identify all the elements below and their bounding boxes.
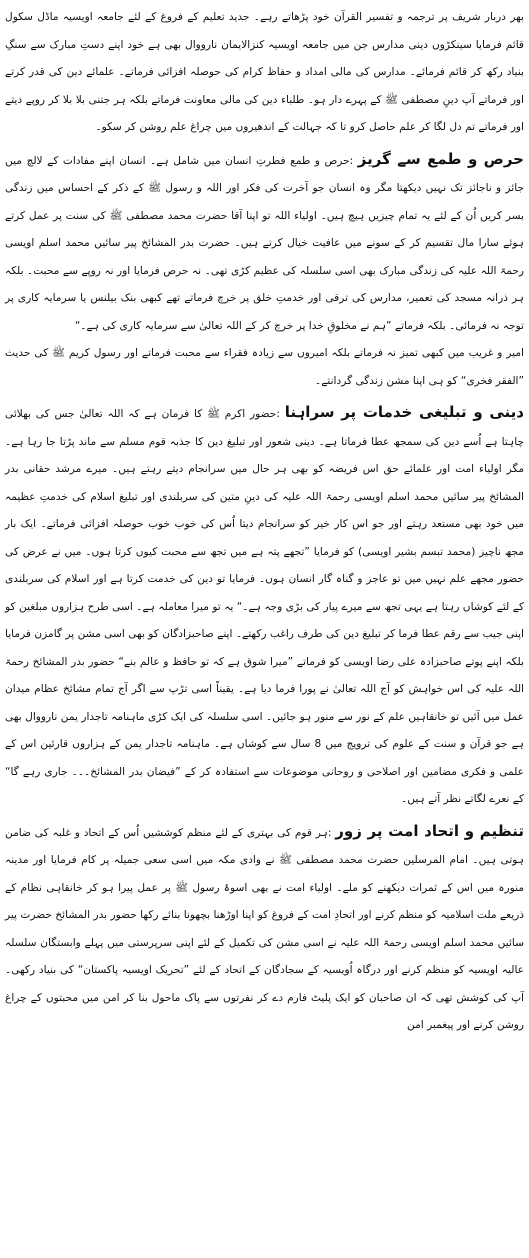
section-heading: دینی و تبلیغی خدمات پر سراہنا xyxy=(284,403,524,421)
paragraph-religious-services xyxy=(5,399,524,814)
paragraph-greed-avoidance xyxy=(5,146,524,341)
section-heading: حرص و طمع سے گریز xyxy=(357,149,524,168)
paragraph-text: بھر دربار شریف پر ترجمہ و تفسیر القرآن خود پڑھاتے رہے۔ جدید تعلیم کے فروغ کے لئے جامعہ اویسیہ ماڈل سکول قائم فرمایا سینکڑوں دینی مدارس جن میں جامعہ اویسیہ کنزالایمان نارووال بھی ہے خود اپنے دستِ مبارک سے سنگِ بنیاد رکھ کر قائم فرمائے۔ مدارس کی مالی امداد و حفاظ کرام کی حوصلہ افزائی فرماتے۔ علمائے دین کی قدر کرتے اور فرماتے آپ دینِ مصطفی ﷺ کے پہرے دار ہو۔ طلباء دین کی مالی معاونت فرماتے بلکہ ہر جتنی بلا بلا کر روپے دیتے اور فرماتے تم دل لگا کر علم حاصل کرو تا کہ جہالت کے اندھیروں میں چراغ علم روشن کر سکو۔ xyxy=(5,11,524,133)
paragraph-rich-poor xyxy=(5,340,524,395)
section-heading: تنظیم و اتحاد امت پر زور xyxy=(335,821,524,840)
paragraph-intro xyxy=(5,4,524,142)
paragraph-text: امیر و غریب میں کبھی تمیز نہ فرماتے بلکہ امیروں سے زیادہ فقراء سے محبت فرماتے اور رسول کریم ﷺ کی حدیث ”الفقر فخری“ کو ہی اپنا مشن زندگی گردانتے۔ xyxy=(5,347,524,387)
paragraph-unity xyxy=(5,818,524,1040)
paragraph-text: :حضور اکرم ﷺ کا فرمان ہے کہ اللہ تعالیٰ جس کی بھلائی چاہتا ہے اُسے دین کی سمجھ عطا فرماتا ہے۔ دینی شعور اور تبلیغ دین کا جذبہ قوم مسلم سے ماند پڑتا جا رہا ہے۔ مگر اولیاء امت اور علمائے حق اس فریضہ کو بھی ہر حال میں سرانجام دیتے رہتے ہیں۔ میرے مرشد حقانی بدر المشائخ پیر سائیں محمد اسلم اویسی رحمۃ اللہ علیہ کی دینِ متین کی سربلندی اور تبلیغ اسلام کی خدمتِ عظیمہ میں خود بھی مستعد رہتے اور جو اس کار خیر کو سرانجام دیتا اُس کی خوب خوب حوصلہ افزائی فرماتے۔ ایک بار مجھ ناچیز (محمد تبسم بشیر اویسی) کو فرمایا ”تجھے پتہ ہے میں تجھ سے محبت کیوں کرتا ہوں۔ میں نے عرض کی حضور مجھے علم نہیں میں تو عاجز و گناہ گار انسان ہوں۔ فرمایا تو دین کی خدمت کرتا ہے اور اسلام کی سربلندی کے لئے کوشاں رہتا ہے یہی تجھ سے میرے پیار کی بڑی وجہ ہے۔“ یہ تو میرا معاملہ ہے۔ اسی طرح ہزاروں مبلغین کو اپنی جیب سے رقم عطا فرما کر تبلیغ دین کی طرف راغب رکھتے۔ اپنے صاحبزادگان کو بھی اسی مشن پر گامزن فرمایا بلکہ اپنے پوتے صاحبزادہ علی رضا اویسی کو فرماتے ”میرا شوق ہے کہ تو حافظ و عالم بنے“ حضور بدر المشائخ رحمۃ اللہ علیہ کی اس خواہش کو آج اللہ تعالیٰ نے پورا فرما دیا ہے۔ یقیناً اسی تڑپ سے اگر آج تمام مشائخ عظام میدان عمل میں آئیں تو خانقاہیں علم کے نور سے منور ہو جائیں۔ اسی سلسلہ کی ایک کڑی ماہنامہ تاجدار یمن نارووال بھی ہے جو قرآن و سنت کے علوم کی ترویج میں 8 سال سے کوشاں ہے۔ ماہنامہ تاجدار یمن کے ہزاروں قارئین اس کے علمی و فکری مضامین اور اصلاحی و روحانی موضوعات سے استفادہ کر کے ”فیضان بدر المشائخ۔۔۔ جاری رہے گا“ کے نعرے لگاتے نظر آتے ہیں۔ xyxy=(5,408,524,805)
paragraph-text: :حرص و طمع فطرتِ انسان میں شامل ہے۔ انسان اپنے مفادات کے لالچ میں جائز و ناجائز تک نہیں دیکھتا مگر وہ انسان جو آخرت کی فکر اور اللہ و رسول ﷺ کے ذکر کے احساس میں زندگی بسر کریں اُن کے لئے یہ تمام چیزیں ہیچ ہیں۔ اولیاء اللہ تو اپنا آقا حضرت محمد مصطفی ﷺ کی سنت پر عمل کرتے ہوئے سارا مال تقسیم کر کے سونے میں عافیت خیال کرتے ہیں۔ حضرت بدر المشائخ پیر سائیں محمد اسلم اویسی رحمۃ اللہ علیہ کی زندگی مبارک بھی اسی سلسلہ کی عظیم کڑی تھی۔ نہ حرص فرمایا اور نہ روپے سے محبت۔ بلکہ ہر ذرانہ مسجد کی تعمیر، مدارس کی ترقی اور خدمتِ خلق پر خرچ فرماتے تھے کبھی بنک بیلنس یا سرمایہ کاری پر توجہ نہ فرمائی۔ بلکہ فرماتے ”ہم نے مخلوقِ خدا پر خرچ کر کے اللہ تعالیٰ سے سرمایہ کاری کی ہے۔“ xyxy=(5,154,524,332)
paragraph-text: :ہر قوم کی بہتری کے لئے منظم کوششیں اُس کے اتحاد و غلبہ کی ضامن ہوتی ہیں۔ امام المرسلین حضرت محمد مصطفی ﷺ نے وادی مکہ میں اسی سعی جمیلہ پر کام فرمایا اور مدینہ منورہ میں اس کے ثمرات دیکھنے کو ملے۔ اولیاء امت نے بھی اسوۂ رسول ﷺ پر عمل پیرا ہو کر خانقاہی نظام کے ذریعے ملت اسلامیہ کو منظم کرنے اور اتحادِ امت کے فروغ کو اپنا اوڑھنا بچھونا بنائے رکھا حضور بدر المشائخ حضرت پیر سائیں محمد اسلم اویسی رحمۃ اللہ علیہ نے اسی مشن کی تکمیل کے لئے اپنی سرپرستی میں پہلے وابستگان سلسلہ عالیہ اویسیہ کو منظم کرنے اور درگاہ اُویسیہ کے سجادگان کے اتحاد کے لئے ”تحریک اویسیہ پاکستان“ کی بنیاد رکھی۔ آپ کی کوشش تھی کہ ان صاحبان کو ایک پلیٹ فارم دے کر نفرتوں سے پاک ماحول بنا کر امن میں محبتوں کے چراغ روشن کرنے اور پیغمبر امن xyxy=(5,826,524,1031)
